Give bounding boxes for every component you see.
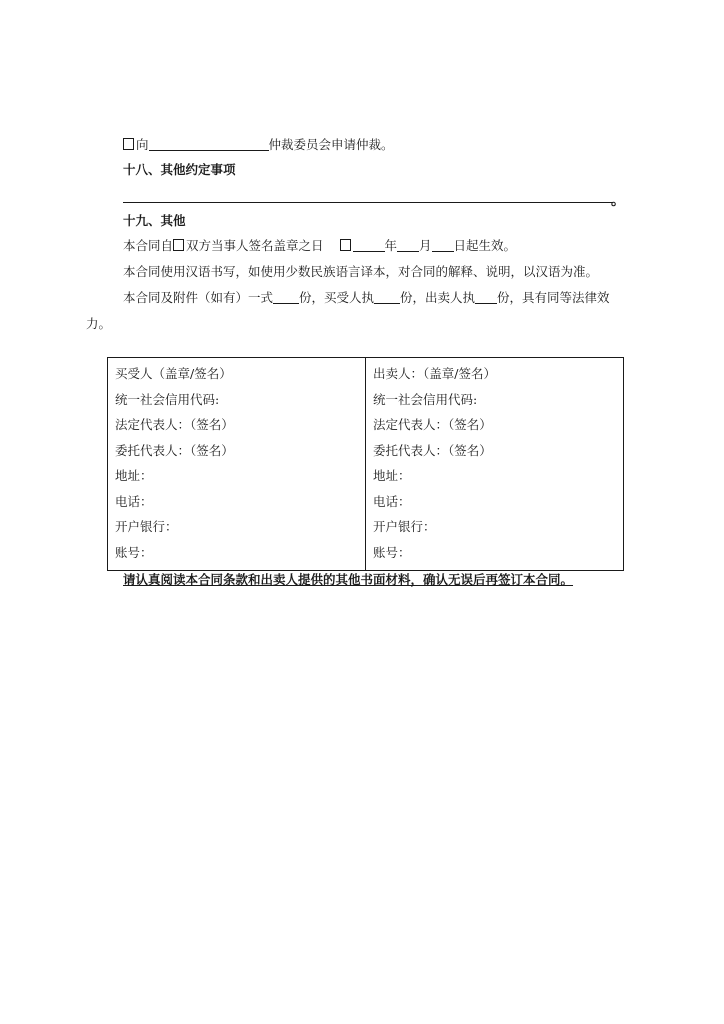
other-terms-end-mark: 。 (611, 193, 625, 209)
buyer-address: 地址： (115, 468, 153, 483)
arbitration-committee-blank[interactable] (149, 137, 269, 151)
seller-signature-cell (366, 358, 624, 571)
effective-month-label: 月 (419, 238, 432, 253)
copies-part2: 份，买受人执 (299, 290, 375, 305)
copies-part1: 本合同及附件（如有）一式 (123, 290, 274, 305)
seller-address: 地址： (373, 468, 411, 483)
signature-table (107, 357, 624, 571)
other-terms-blank[interactable] (123, 202, 613, 203)
effective-date-line (123, 237, 516, 255)
language-clause: 本合同使用汉语书写，如使用少数民族语言译本，对合同的解释、说明，以汉语为准。 (123, 264, 599, 279)
buyer-signature-cell (108, 358, 366, 571)
effective-part1: 本合同自 (123, 238, 174, 253)
effective-date-checkbox[interactable] (340, 239, 351, 251)
buyer-phone: 电话： (115, 493, 153, 509)
seller-copies-blank[interactable] (475, 290, 497, 304)
seller-phone: 电话： (373, 493, 411, 509)
effective-month-blank[interactable] (397, 238, 419, 252)
copies-clause-line (123, 289, 610, 307)
effective-year-blank[interactable] (353, 238, 385, 252)
buyer-authorized-representative: 委托代表人：（签名） (115, 442, 234, 458)
arbitration-suffix: 仲裁委员会申请仲裁。 (268, 137, 394, 152)
buyer-copies-blank[interactable] (374, 290, 400, 304)
copies-part3: 份，出卖人执 (400, 290, 476, 305)
effective-day-blank[interactable] (432, 238, 454, 252)
seller-bank: 开户银行： (373, 519, 436, 534)
total-copies-blank[interactable] (273, 290, 299, 304)
effective-year-label: 年 (384, 238, 398, 253)
buyer-bank: 开户银行： (115, 519, 178, 534)
seller-seal-signature: 出卖人：（盖章/签名） (373, 366, 496, 381)
buyer-account: 账号： (115, 544, 153, 560)
arbitration-prefix: 向 (136, 137, 149, 152)
section-19-title: 十九、其他 (123, 213, 186, 228)
seller-account: 账号： (373, 544, 411, 560)
buyer-credit-code: 统一社会信用代码: (115, 391, 220, 407)
signature-row (108, 358, 624, 571)
effective-day-label: 日起生效。 (453, 238, 517, 253)
seller-credit-code: 统一社会信用代码: (373, 391, 478, 407)
section-18-title: 十八、其他约定事项 (123, 162, 236, 177)
copies-part4: 份，具有同等法律效 (497, 290, 610, 305)
arbitration-checkbox[interactable] (123, 138, 134, 150)
copies-clause-wrap: 力。 (86, 316, 112, 331)
seller-authorized-representative: 委托代表人：（签名） (373, 442, 492, 458)
review-notice: 请认真阅读本合同条款和出卖人提供的其他书面材料，确认无误后再签订本合同。 (123, 572, 574, 587)
effective-part2: 双方当事人签名盖章之日 (186, 238, 324, 253)
seller-legal-representative: 法定代表人：（签名） (373, 417, 492, 432)
buyer-seal-signature: 买受人（盖章/签名） (115, 366, 232, 381)
buyer-legal-representative: 法定代表人：（签名） (115, 417, 234, 432)
arbitration-line (123, 136, 394, 154)
effective-sign-checkbox[interactable] (173, 239, 184, 251)
